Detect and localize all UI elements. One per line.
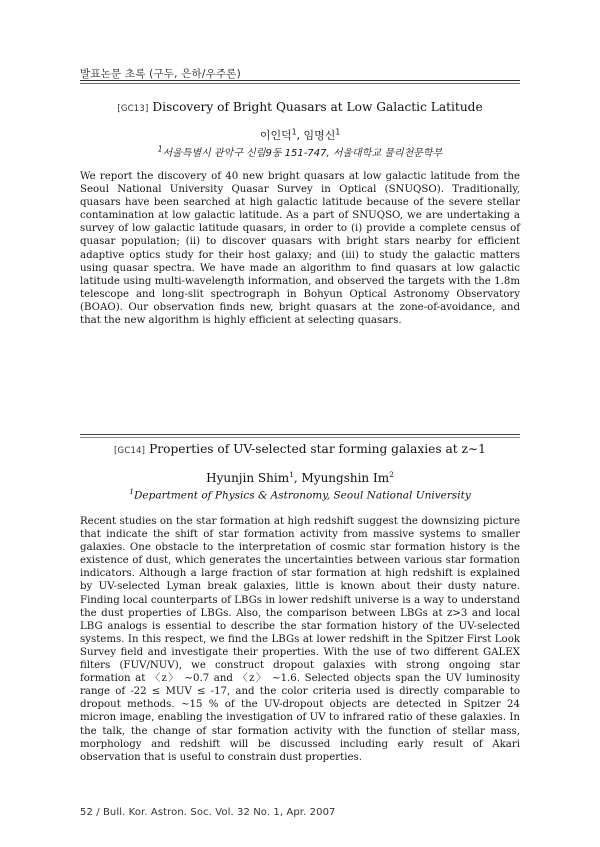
author-line-gc13 (80, 127, 520, 143)
abstract-body-gc13: We report the discovery of 40 new bright quasars at low galactic latitude from the Seoul National University Quasar Survey in Optical (SNUQSO). Traditionally, quasars have been searched at high galactic latitude because of the severe stellar contamination at low galactic latitude. As a part of SNUQSO, we are undertaking a survey of low galactic latitude quasars, in order to (i) provide a complete census of quasar population; (ii) to discover quasars with bright stars nearby for efficient adaptive optics study for their host galaxy; and (iii) to study the galactic matters using quasar spectra. We have made an algorithm to find quasars at low galactic latitude using multi-wavelength information, and observed the targets with the 1.8m telescope and long-slit spectrograph in Bohyun Optical Astronomy Observatory (BOAO). Our observation finds new, bright quasars at the zone-of-avoidance, and that the new algorithm is highly efficient at selecting quasars. (80, 171, 520, 327)
author-separator: , (296, 129, 304, 142)
author-separator: , (293, 471, 302, 485)
section-divider-thin (80, 437, 520, 438)
affil-mark: 1 (129, 487, 134, 496)
author-name: Hyunjin Shim (206, 471, 290, 485)
author-name: Myungshin Im (301, 471, 390, 485)
affiliation-gc13 (80, 144, 520, 159)
abstract-title-gc13 (80, 100, 520, 114)
abstract-code: [GC14] (114, 446, 146, 456)
author-name: 임명신 (303, 129, 336, 142)
affiliation-gc14 (80, 487, 520, 502)
author-affil-mark: 1 (335, 127, 341, 137)
abstract-title-text: Discovery of Bright Quasars at Low Galactic Latitude (152, 100, 483, 114)
affil-mark: 1 (157, 144, 163, 154)
author-affil-mark: 1 (291, 127, 297, 137)
section-divider (80, 434, 520, 435)
abstract-code: [GC13] (117, 104, 149, 114)
author-line-gc14 (80, 470, 520, 485)
affiliation-text: Department of Physics & Astronomy, Seoul National University (134, 489, 471, 502)
header-rule (80, 80, 520, 81)
affiliation-text: 서울특별시 관악구 신림9동 151-747, 서울대학교 물리천문학부 (162, 148, 443, 159)
author-name: 이인덕 (259, 129, 292, 142)
header-rule-thin (80, 83, 520, 84)
running-head: 발표논문 초록 (구두, 은하/우주론) (80, 68, 241, 80)
abstract-body-gc14: Recent studies on the star formation at high redshift suggest the downsizing picture that indicate the shift of star formation activity from massive systems to smaller galaxies. One obstacle to the interpretation of cosmic star formation history is the existence of dust, which generates the uncertainties between various star formation indicators. Although a large fraction of star formation at high redshift is explained by UV-selected Lyman break galaxies, little is known about their dusty nature. Finding local counterparts of LBGs in lower redshift universe is a way to understand the dust properties of LBGs. Also, the comparison between LBGs at z>3 and local LBG analogs is essential to describe the star formation history of the UV-selected systems. In this respect, we find the LBGs at lower redshift in the Spitzer First Look Survey field and investigate their properties. With the use of two different GALEX filters (FUV/NUV), we construct dropout galaxies with strong ongoing star formation at 〈z〉 ∼0.7 and 〈z〉 ∼1.6. Selected objects span the UV luminosity range of -22 ≤ MUV ≤ -17, and the color criteria used is directly comparable to dropout methods. ∼15 % of the UV-dropout objects are detected in Spitzer 24 micron image, enabling the investigation of UV to infrared ratio of these galaxies. In the talk, the change of star formation activity with the function of stellar mass, morphology and redshift will be discussed including early result of Akari observation that is useful to constrain dust properties. (80, 516, 520, 763)
author-affil-mark: 1 (289, 470, 294, 479)
abstract-title-gc14 (80, 442, 520, 456)
author-affil-mark: 2 (389, 470, 394, 479)
abstract-title-text: Properties of UV-selected star forming galaxies at z∼1 (149, 442, 486, 456)
page-footer-citation: 52 / Bull. Kor. Astron. Soc. Vol. 32 No. 1, Apr. 2007 (80, 807, 336, 818)
